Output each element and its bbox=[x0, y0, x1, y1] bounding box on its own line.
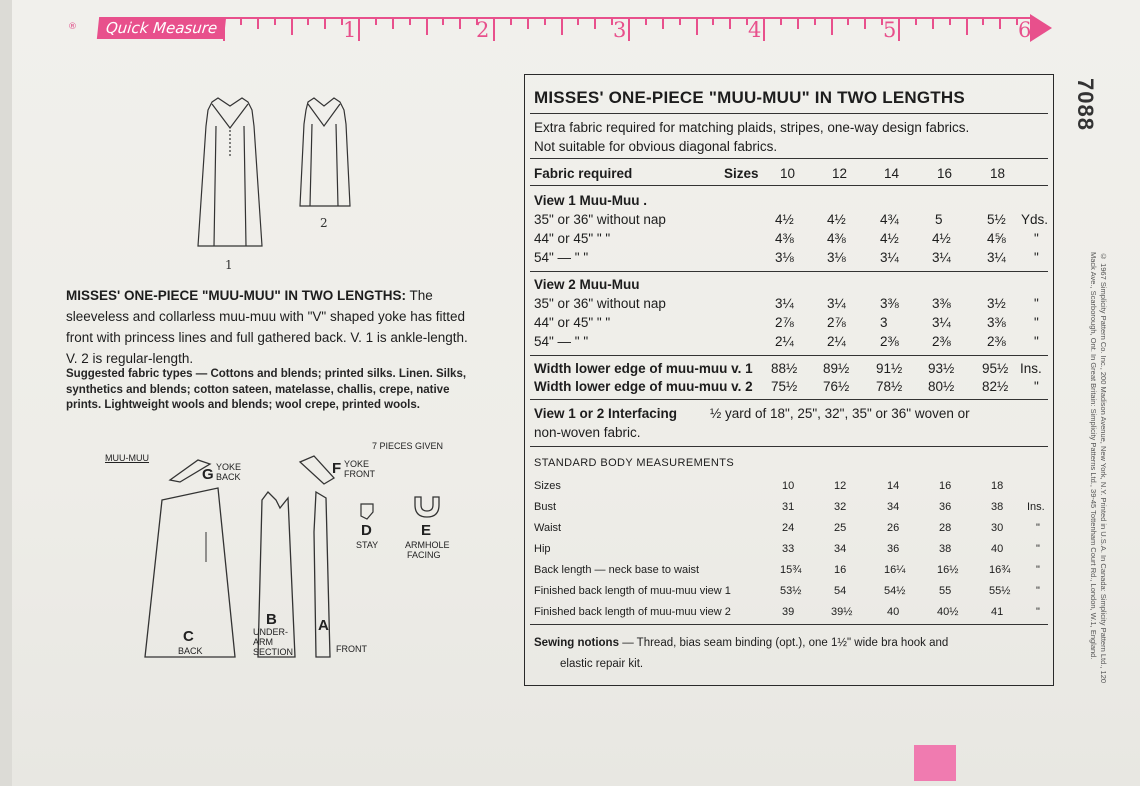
interfacing-label: View 1 or 2 Interfacing bbox=[534, 406, 678, 421]
chart-title: MISSES' ONE-PIECE "MUU-MUU" IN TWO LENGTHS bbox=[534, 88, 965, 107]
ruler-number-6: 6 bbox=[1018, 18, 1032, 42]
piece-e-letter: E bbox=[421, 522, 432, 539]
piece-a-label: FRONT bbox=[336, 644, 367, 654]
description-title: MISSES' ONE-PIECE "MUU-MUU" IN TWO LENGTHS: bbox=[66, 288, 407, 303]
ruler-tick bbox=[949, 17, 951, 25]
view2-row-3: 54" — " " 2¼ 2¼ 2⅜ 2⅜ 2⅜ " bbox=[534, 334, 1039, 349]
ruler-tick bbox=[628, 17, 630, 41]
fabric-note bbox=[534, 118, 1034, 156]
ruler-tick bbox=[999, 17, 1001, 29]
fabric-types bbox=[66, 367, 478, 414]
quick-measure-badge: Quick Measure bbox=[97, 17, 227, 39]
view2-row-1: 35" or 36" without nap 3¼ 3¼ 3⅜ 3⅜ 3½ " bbox=[534, 296, 1039, 311]
ruler-tick bbox=[982, 17, 984, 25]
divider bbox=[530, 399, 1048, 400]
width-row-1: Width lower edge of muu-muu v. 1 88½ 89½ 91½ 93½ 95½ Ins. bbox=[534, 361, 1042, 376]
ruler-tick bbox=[274, 17, 276, 25]
interfacing-row bbox=[534, 405, 1049, 423]
ruler-tick bbox=[679, 17, 681, 25]
piece-d-letter: D bbox=[361, 522, 372, 539]
divider bbox=[530, 158, 1048, 159]
yardage-chart bbox=[524, 74, 1054, 686]
piece-f-label1: YOKE bbox=[344, 459, 370, 469]
ruler-tick bbox=[375, 17, 377, 25]
size-10: 10 bbox=[780, 166, 796, 181]
piece-g-letter: G bbox=[202, 466, 214, 483]
width-row-2: Width lower edge of muu-muu v. 2 75½ 76½ 78½ 80½ 82½ " bbox=[534, 379, 1039, 394]
fabric-types-label: Suggested fabric types bbox=[66, 368, 193, 380]
ruler-number-1: 1 bbox=[343, 18, 357, 42]
ruler-tick bbox=[763, 17, 765, 41]
ruler-tick bbox=[291, 17, 293, 35]
piece-e-label2: FACING bbox=[407, 550, 441, 560]
ruler-number-3: 3 bbox=[613, 18, 627, 42]
ruler-number-4: 4 bbox=[748, 18, 762, 42]
ruler-tick bbox=[662, 17, 664, 29]
view1-row-1: 35" or 36" without nap 4½ 4½ 4¾ 5 5½ Yds. bbox=[534, 212, 1049, 227]
sewing-notions bbox=[534, 633, 1046, 675]
ruler-tick bbox=[510, 17, 512, 25]
ruler-tick bbox=[577, 17, 579, 25]
ruler-tick bbox=[324, 17, 326, 29]
ruler-tick bbox=[223, 17, 225, 41]
ruler-tick bbox=[409, 17, 411, 25]
ruler-tick bbox=[392, 17, 394, 29]
sewing-notions-text: — Thread, bias seam binding (opt.), one 1½" wide bra hook and bbox=[622, 637, 949, 649]
measurement-row: Back length — neck base to waist 15¾ 16 16¼ 16½ 16¾ " bbox=[534, 564, 1040, 576]
view2-drawing bbox=[300, 98, 350, 206]
divider bbox=[530, 113, 1048, 114]
view1-row-2: 44" or 45" " " 4⅜ 4⅜ 4½ 4½ 4⅝ " bbox=[534, 231, 1039, 246]
fabric-types-text: — Cottons and blends; printed silks. Linen. Silks, synthetics and blends; cotton sateen, matelasse, challis, crepe, native prints. Lightweight wools and blends; wool crepe, printed wools. bbox=[66, 368, 467, 411]
divider bbox=[530, 624, 1048, 625]
description-text: The sleeveless and collarless muu-muu with "V" shaped yoke has fitted front with princess lines and full gathered back. V. 1 is ankle-length. V. 2 is regular-length. bbox=[66, 288, 468, 366]
divider bbox=[530, 446, 1048, 447]
ruler-tick bbox=[561, 17, 563, 35]
ruler-tick bbox=[831, 17, 833, 35]
piece-b-label3: SECTION bbox=[253, 647, 294, 657]
size-18: 18 bbox=[990, 166, 1006, 181]
envelope-edge bbox=[0, 0, 12, 786]
divider bbox=[530, 271, 1048, 272]
ruler-tick bbox=[426, 17, 428, 35]
fabric-note-line2: Not suitable for obvious diagonal fabrics. bbox=[534, 139, 778, 154]
size-14: 14 bbox=[884, 166, 900, 181]
measurement-row: Hip 33 34 36 38 40 " bbox=[534, 543, 1040, 555]
ruler-tick bbox=[729, 17, 731, 29]
pink-registration-square bbox=[914, 745, 956, 781]
ruler-tick bbox=[898, 17, 900, 41]
view2-number: 2 bbox=[320, 216, 328, 230]
ruler-tick bbox=[712, 17, 714, 25]
sewing-notions-label: Sewing notions bbox=[534, 637, 619, 649]
piece-a-letter: A bbox=[318, 617, 329, 634]
ruler-tick bbox=[847, 17, 849, 25]
piece-c-label: BACK bbox=[178, 646, 203, 656]
ruler-tick bbox=[780, 17, 782, 25]
ruler-tick bbox=[442, 17, 444, 25]
ruler-number-2: 2 bbox=[476, 18, 490, 42]
size-16: 16 bbox=[937, 166, 953, 181]
piece-c-letter: C bbox=[183, 628, 194, 645]
measurement-row: Waist 24 25 26 28 30 " bbox=[534, 522, 1040, 534]
divider bbox=[530, 185, 1048, 186]
fabric-required-label: Fabric required bbox=[534, 166, 633, 181]
divider bbox=[530, 355, 1048, 356]
ruler-tick bbox=[814, 17, 816, 25]
view1-drawing bbox=[198, 98, 262, 246]
piece-f-letter: F bbox=[332, 460, 342, 477]
piece-b-letter: B bbox=[266, 611, 277, 628]
ruler-number-5: 5 bbox=[883, 18, 897, 42]
ruler-tick bbox=[358, 17, 360, 41]
piece-f-shape bbox=[300, 456, 334, 484]
ruler-tick bbox=[966, 17, 968, 35]
piece-e-label1: ARMHOLE bbox=[405, 540, 450, 550]
piece-f-label2: FRONT bbox=[344, 469, 375, 479]
ruler-tick bbox=[493, 17, 495, 41]
garment-views bbox=[190, 96, 370, 256]
ruler-tick bbox=[915, 17, 917, 25]
view1-number: 1 bbox=[225, 258, 233, 272]
ruler-tick bbox=[459, 17, 461, 29]
piece-g-label1: YOKE bbox=[216, 462, 242, 472]
measurement-row: Bust 31 32 34 36 38 Ins. bbox=[534, 501, 1045, 513]
fabric-required-header bbox=[534, 165, 1049, 183]
view1-title: View 1 Muu-Muu . bbox=[534, 193, 648, 208]
ruler-tick bbox=[307, 17, 309, 25]
sizes-label: Sizes bbox=[724, 166, 759, 181]
fabric-note-line1: Extra fabric required for matching plaids, stripes, one-way design fabrics. bbox=[534, 120, 970, 135]
piece-d-label: STAY bbox=[356, 540, 379, 550]
pattern-description bbox=[66, 285, 478, 369]
registered-mark: ® bbox=[68, 22, 77, 32]
ruler-arrow bbox=[1030, 14, 1052, 42]
pieces-count: 7 PIECES GIVEN bbox=[372, 441, 444, 451]
ruler-tick bbox=[527, 17, 529, 29]
ruler-tick bbox=[932, 17, 934, 29]
body-measurements-title: STANDARD BODY MEASUREMENTS bbox=[534, 457, 735, 469]
piece-g-label2: BACK bbox=[216, 472, 241, 482]
ruler-tick bbox=[696, 17, 698, 35]
view2-row-2: 44" or 45" " " 2⅞ 2⅞ 3 3¼ 3⅜ " bbox=[534, 315, 1039, 330]
view1-row-3: 54" — " " 3⅛ 3⅛ 3¼ 3¼ 3¼ " bbox=[534, 250, 1039, 265]
ruler-tick bbox=[797, 17, 799, 29]
interfacing-text: ½ yard of 18", 25", 32", 35" or 36" woven or bbox=[710, 406, 970, 421]
piece-b-label1: UNDER- bbox=[253, 627, 288, 637]
size-12: 12 bbox=[832, 166, 848, 181]
sewing-notions-text-2: elastic repair kit. bbox=[560, 658, 644, 670]
piece-d-shape bbox=[358, 502, 378, 522]
pieces-heading: MUU-MUU bbox=[105, 453, 149, 463]
measurement-row: Sizes 10 12 14 16 18 bbox=[534, 480, 1004, 492]
ruler-tick bbox=[257, 17, 259, 29]
ruler-tick bbox=[645, 17, 647, 25]
measurement-row: Finished back length of muu-muu view 2 39 39½ 40 40½ 41 " bbox=[534, 606, 1040, 618]
ruler-tick bbox=[864, 17, 866, 29]
ruler-tick bbox=[594, 17, 596, 29]
ruler-tick bbox=[544, 17, 546, 25]
ruler-tick bbox=[240, 17, 242, 25]
measurement-row: Finished back length of muu-muu view 1 53½ 54 54½ 55 55½ " bbox=[534, 585, 1040, 597]
pattern-number: 7088 bbox=[1073, 78, 1098, 131]
copyright-text: © 1967 Simplicity Pattern Co. Inc., 200 Madison Avenue, New York, N.Y. Printed in U.S.A. In Canada: Simplicity Pattern Ltd., 120 Mack Ave., Scarborough, Ont. In Great Britain: Simplicity Patterns Ltd., 39-45 Tottenham Court Rd., London, W.1, England. bbox=[1089, 252, 1108, 684]
piece-e-shape bbox=[411, 493, 443, 521]
view2-title: View 2 Muu-Muu bbox=[534, 277, 640, 292]
interfacing-row-2: non-woven fabric. bbox=[534, 425, 641, 440]
piece-b-label2: ARM bbox=[253, 637, 273, 647]
